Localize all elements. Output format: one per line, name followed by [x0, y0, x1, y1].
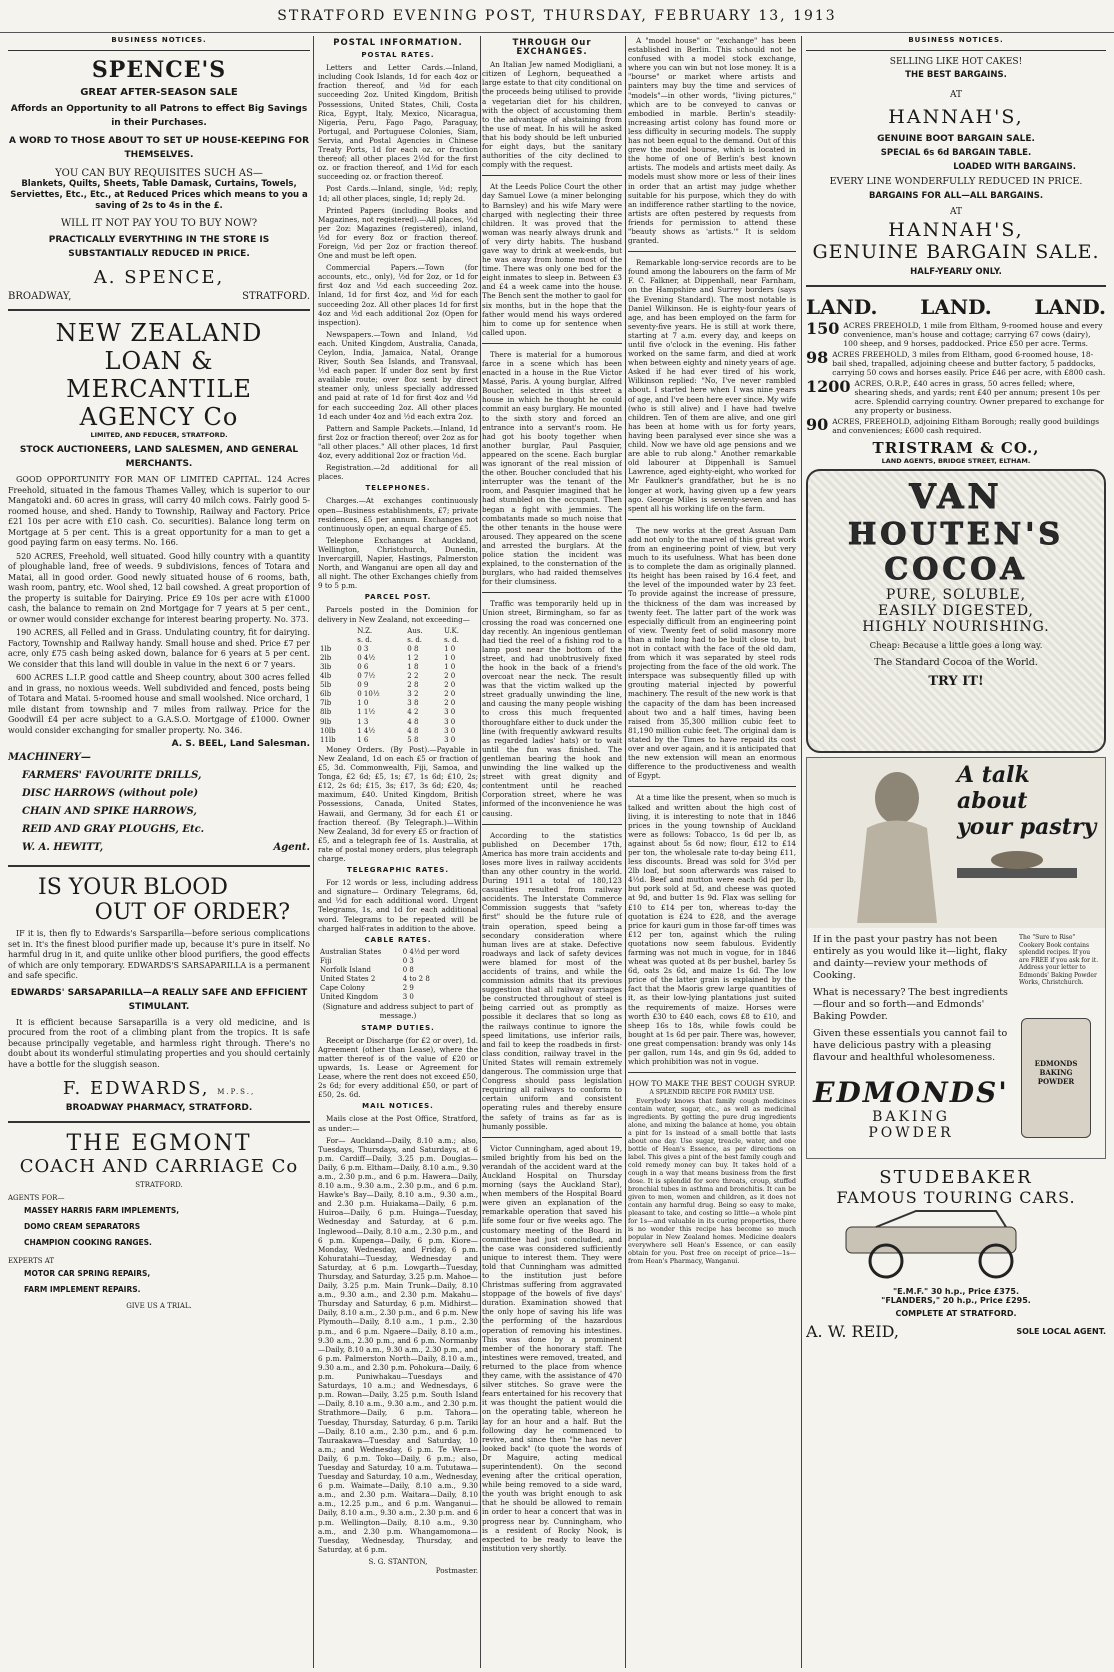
cough-recipe: Everybody knows that family cough medicines contain water, sugar, etc., as well as medicinal ingredients. By getting the pure drug ingredients alone, and mixing the balance at home, you obtain a pint for 1s instead of a small bottle that lasts about one day. Use sugar, treacle, water, and one bottle of Hean's Essence, as per directions on label. This gives a pint of the best family cough and cold remedy money can buy. It takes hold of a cough in a way that means business from the first dose. It is splendid for sore throats, croup, stuffed bronchial tubes in asthma and bronchitis. It can be given to men, women and children, as it does not contain any harmful drug. Being so easy to make, pleasant to take, and costing so little—a whole pint for 1s—and valuable in its curing properties, there is no wonder this recipe has become so much popular in New Zealand homes. Medicine dealers everywhere sell Hean's Essence, or can easily obtain for you. Post free on receipt of price—1s—from Hean's Pharmacy, Wanganui. — [628, 1097, 796, 1266]
ad-line: WILL IT NOT PAY YOU TO BUY NOW? — [60, 218, 258, 229]
cook-head-icon — [875, 772, 919, 824]
column-rule — [480, 36, 481, 1668]
ad-subtitle: LIMITED, AND FEDUCER, STRATFORD. — [90, 431, 228, 439]
ad-title: STUDEBAKER — [879, 1167, 1033, 1188]
table-cell: 0 3 — [402, 956, 414, 965]
table-cell: 3lb — [320, 663, 332, 671]
phone-paragraph: Charges.—At exchanges continuously open—Business establishments, £7; private residences, £5 per annum. Exchanges not continuously open, an equal charge of £5. — [318, 496, 478, 533]
divider — [806, 50, 1106, 51]
section-header: BUSINESS NOTICES. — [111, 36, 207, 44]
ad-line: A WORD TO THOSE ABOUT TO SET UP HOUSE-KEEPING FOR THEMSELVES. — [9, 136, 309, 160]
land-word: LAND. — [920, 295, 992, 319]
ad-line: YOU CAN BUY REQUISITES SUCH AS— — [55, 168, 263, 179]
news-item: At the Leeds Police Court the other day Samuel Lowe (a miner belonging to Barnsley) and his wife Mary were charged with neglecting their three children. It was proved that the woman was nearly always drunk and of very dirty habits. The husband gave way to drink at week-ends, but he was away from home most of the time. There was only one bed for the eight inmates to sleep in. Between £3 and £4 a week came into the house. The Bench sent the mother to gaol for six months, but in the hope that the father would mend his ways ordered him to come up for sentence when called upon. — [482, 182, 622, 337]
ad-line: AT — [949, 207, 962, 217]
land-listing — [806, 350, 1106, 377]
baking-powder-tin — [1021, 1018, 1091, 1138]
table-row — [318, 672, 478, 681]
masthead: STRATFORD EVENING POST, THURSDAY, FEBRUARY 13, 1913 — [0, 0, 1114, 33]
ad-line: THE BEST BARGAINS. — [905, 70, 1007, 80]
cocoa-tagline: HIGHLY NOURISHING. — [862, 619, 1050, 635]
ad-line: GENUINE BARGAIN SALE. — [812, 241, 1100, 263]
listing-text: ACRES, FREEHOLD, adjoining Eltham Borough; really good buildings and conveniences; £600 cash required. — [832, 417, 1100, 435]
table-cell: 4 2 — [407, 708, 419, 717]
news-item: According to the statistics published on December 17th, America has more train accidents and loses more lives in railway accidents than any other country in the world. During 1911 a total of 180,123 casualties resulted from railway accidents. The Interstate Commerce Commission suggests that "safety first" should be the future rule of train operation, speed being a secondary consideration where human lives are at stake. Defective roadways and lack of safety devices were blamed for most of the accidents of trains, and while the commission admits that its previous suggestion that all railway carriages be constructed throughout of steel is being carried out as promptly as possible it declares that so long as the railways continue to ignore the speed limitations, use inferior rails, and fail to keep the roadbeds in first-class condition, railway travel in the United States will remain extremely dangerous. The commission urge that Congress should pass legislation requiring all railways to conform to certain uniform and consistent operating rules and thereby ensure the safety of trains as far as is humanly possible. — [482, 830, 622, 1131]
mail-list: For— Auckland—Daily, 8.10 a.m.; also, Tuesdays, Thursdays, and Saturdays, at 6 p.m. Cardiff—Daily, 3.25 p.m. Douglas—Daily, 6 p.m. Eltham—Daily, 8.10 a.m., 9.30 a.m., 2.30 p.m., and 6 p.m. Hawera—Daily, 8.10 a.m., 9.30 a.m., 2.30 p.m., and 6 p.m. Hawke's Bay—Daily, 8.10 a.m., 9.30 a.m., and 2.30 p.m. Huiakama—Daily, 6 p.m. Huiroa—Daily, 6 p.m. Huinga—Tuesday, Wednesday and Saturday, at 6 p.m. Inglewood—Daily, 8.10 a.m., 2.30 p.m., and 6 p.m. Kupenga—Daily, 6 p.m. Kiore—Monday, Wednesday, and Friday, 6 p.m. Kohuratahi—Tuesday, Wednesday and Saturday, at 6 p.m. Lowgarth—Tuesday, Thursday, and Saturday, 3.25 p.m. Mahoe—Daily, 3.25 p.m. Main Trunk—Daily, 8.10 a.m., 9.30 a.m., and 2.30 p.m. Makahu—Thursday and Saturday, 6 p.m. Midhirst—Daily, 8.10 a.m., 2.30 p.m., and 6 p.m. New Plymouth—Daily, 8.10 a.m., 1 p.m., 2.30 p.m., and 6 p.m. Ngaere—Daily, 8.10 a.m., 9.30 a.m., 2.30 p.m., and 6 p.m. Normanby—Daily, 8.10 a.m., 9.30 a.m., 2.30 p.m., and 6 p.m. Palmerston North—Daily, 8.10 a.m., 9.30 a.m., and 2.30 p.m. Pohokura—Daily, 6 p.m. Puniwhakau—Tuesdays and Saturdays, 10 a.m.; and Wednesdays, 6 p.m. Rowan—Daily, 3.25 p.m. South Island—Daily, 8.10 a.m., 9.30 a.m., and 2.30 p.m. Strathmore—Daily, 6 p.m. Tahora—Tuesday, Thursday, Saturday, 6 p.m. Tariki—Daily, 8.10 a.m., 2.30 p.m., and 6 p.m. Tauraakawa—Tuesday and Saturday, 10 a.m.; and Wednesday, 6 p.m. Te Wera—Daily, 6 p.m. Toko—Daily, 6 p.m.; also, Tuesday and Saturday, 10 a.m. Tututawa—Tuesday and Saturday, 10 a.m., Wednesday, 6 p.m. Waimate—Daily, 8.10 a.m., 9.30 a.m., and 2.30 p.m. Waitara—Daily, 8.10 a.m., 12.25 p.m., and 6 p.m. Wanganui—Daily, 8.10 a.m., 9.30 a.m., 2.30 p.m. and 6 p.m. Wellington—Daily, 8.10 a.m., 9.30 a.m., and 2.30 p.m. Whangamomona—Tuesday, Wednesday, Thursday, and Saturday, at 6 p.m. — [318, 1135, 478, 1554]
agent-title: Agent. — [273, 842, 310, 853]
table-header-row — [318, 627, 478, 636]
column-4 — [628, 36, 796, 1668]
ad-title: IS YOUR BLOOD — [38, 875, 228, 900]
edmonds-paragraph: If in the past your pastry has not been entirely as you would like it—light, flaky and dainty—review your methods of Cooking. — [813, 934, 1008, 981]
machinery-item: FARMERS' FAVOURITE DRILLS, — [22, 770, 202, 781]
ad-line: PRACTICALLY EVERYTHING IN THE STORE IS SUBSTANTIALLY REDUCED IN PRICE. — [48, 235, 270, 259]
pastry-icon — [991, 851, 1043, 869]
table-cell: 0 3 — [357, 644, 369, 653]
table-cell: 9lb — [320, 717, 332, 726]
cocoa-brand: VAN — [909, 477, 1003, 517]
edmonds-body — [813, 934, 1013, 1064]
expertise-item: MOTOR CAR SPRING REPAIRS, — [24, 1269, 151, 1278]
listing-text: ACRES FREEHOLD, 1 mile from Eltham, 9-roomed house and every convenience, man's house and cottage; carrying 67 cows (dairy), 100 sheep, and 9 horses, paddocked. Price £50 per acre. Terms. — [843, 321, 1103, 348]
table-cell: 4 8 — [407, 726, 419, 735]
listing-acres: 1200 — [806, 377, 851, 396]
cocoa-brand: HOUTEN'S — [847, 517, 1065, 552]
ad-place: STRATFORD. — [135, 1181, 183, 1189]
table-cell: 8lb — [320, 708, 332, 717]
table-cell: s. d. — [357, 635, 372, 644]
table-row — [318, 993, 478, 1002]
table-cell: 3 8 — [407, 699, 419, 708]
table-cell: Fiji — [320, 956, 332, 965]
column-rule — [313, 36, 314, 1668]
table-cell: 4 to 2 8 — [402, 975, 430, 984]
table-cell: 2 0 — [444, 699, 456, 708]
car-hood-icon — [876, 1211, 1006, 1227]
table-cell: 3 2 — [407, 690, 419, 699]
cough-title: HOW TO MAKE THE BEST COUGH SYRUP. — [628, 1079, 796, 1089]
ad-body: IF it is, then fly to Edwards's Sarsparilla—before serious complications set in. It's the finest blood purifier made up, because it's pure in itself. No harmful drug in it, and quite unlike other blood purifiers, the good effects of which are only temporary. EDWARDS'S SARSAPARILLA is a permanent and safe specific. — [8, 929, 310, 980]
table-cell: U.K. — [444, 626, 459, 635]
blood-ad — [8, 875, 310, 1113]
divider — [8, 50, 310, 51]
cocoa-line: Cheap: Because a little goes a long way. — [869, 641, 1043, 651]
cocoa-brand: COCOA — [884, 552, 1028, 587]
column-rule — [801, 36, 802, 1668]
table-cell: 4lb — [320, 672, 332, 681]
table-cell — [318, 627, 355, 636]
table-cell: 3 0 — [444, 735, 456, 744]
pharmacist-name: F. EDWARDS, — [62, 1078, 210, 1099]
table-cell: 1lb — [320, 644, 332, 653]
money-orders: Money Orders. (By Post).—Payable in New Zealand, 1d on each £5 or fraction of £5, 3d. Commonwealth, Fiji, Samoa, and Tonga, £2 6d; £5, 1s; £7, 1s 6d; £10, 2s; £12, 2s 6d; £15, 3s; £17, 3s 6d; £20, 4s; maximum, £40. United Kingdom, British Possessions, Canada, United States, Hawaii, and Germany, 3d for each £1 or fraction thereof. (By Telegraph.)—Within New Zealand, 3d for every £5 or fraction of £5, and a telegraph fee of 1s. Australia, at rate of postal money orders, plus telegraph charge. — [318, 744, 478, 863]
pharmacy-name: BROADWAY PHARMACY, STRATFORD. — [65, 1103, 253, 1113]
divider — [806, 285, 1106, 287]
tin-label: EDMONDS BAKING POWDER — [1034, 1059, 1078, 1086]
rate-paragraph: Pattern and Sample Packets.—Inland, 1d first 2oz or fraction thereof; over 2oz as for "all other places." All other places, 1d first 4oz, every additional 2oz or fraction ½d. — [318, 423, 478, 461]
news-item: Traffic was temporarily held up in Union street, Birmingham, so far as crossing the road was concerned one day recently. An ingenious gentleman had tied the reel of a fishing rod to a lamp post near the bottom of the street, and had unobtrusively fixed the hook in the back of a friend's overcoat near the neck. The result was that the victim walked up the street gradually unwinding the line, and causing the many people wishing to cross this much frequented thoroughfare either to duck under the line (with frequently awkward results as regarded ladies' hats) or to wait until the fun was finished. The gentleman bearing the hook and unwinding the line walked up the street with great dignity and contentment until he reached Corporation street, where he was informed of the inconvenience he was causing. — [482, 599, 622, 818]
table-row — [318, 708, 478, 717]
ad-line: Affords an Opportunity to all Patrons to effect Big Savings in their Purchases. — [10, 104, 308, 128]
divider — [628, 251, 796, 252]
spence-ad — [8, 57, 310, 301]
divider — [482, 824, 622, 825]
ad-subtitle: GREAT AFTER-SEASON SALE — [80, 87, 238, 98]
section-subtitle: POSTAL RATES. — [361, 51, 435, 60]
agents-heading: AGENTS FOR— — [8, 1194, 65, 1202]
ad-title: THE EGMONT — [66, 1131, 252, 1156]
firm-name: TRISTRAM & CO., — [872, 439, 1040, 457]
ad-title: LOAN & MERCANTILE — [66, 347, 252, 403]
table-cell: 6lb — [320, 690, 332, 699]
table-row — [318, 966, 478, 975]
cable-table — [318, 948, 478, 1003]
table-cell: 1 0 — [444, 653, 456, 662]
table-cell: 2 2 — [407, 672, 419, 681]
table-cell: 1 2 — [407, 653, 419, 662]
section-subtitle: CABLE RATES. — [364, 935, 432, 944]
ad-subtitle: STOCK AUCTIONEERS, LAND SALESMEN, AND GENERAL MERCHANTS. — [19, 445, 299, 469]
car-illustration — [806, 1207, 1102, 1283]
land-listing — [806, 321, 1106, 348]
table-row — [318, 645, 478, 654]
table-cell: 0 8 — [402, 966, 414, 974]
table-cell: s. d. — [444, 635, 459, 644]
ad-body: It is efficient because Sarsaparilla is a very old medicine, and is procured from the root of a climbing plant from the tropics. It is safe because principally vegetable, and harmless right through. There's no doubt about its wonderful stimulating properties and you should certainly have a bottle for the sluggish season. — [8, 1017, 310, 1069]
listing-acres: 150 — [806, 319, 840, 338]
column-1 — [8, 36, 310, 1668]
ad-address — [8, 292, 310, 301]
firm-address: LAND AGENTS, BRIDGE STREET, ELTHAM. — [881, 457, 1031, 465]
agent-signature — [8, 839, 310, 857]
ad-title: NEW ZEALAND — [55, 319, 263, 347]
news-item: At a time like the present, when so much is talked and written about the high cost of living, it is interesting to note that in 1846 prices in the young township of Auckland were as follows: Tobacco, 1s 6d per lb, as against about 5s 6d now; flour, £12 to £14 per ton, the wholesale rate to-day being £11, less discounts. Bread was sold for 3½d per 2lb loaf, but soon afterwards was raised to 4½d. Beef and mutton were each 6d per lb, but pork sold at 5d, and cheese was quoted at 9d, and butter 1s 9d. Flax was selling for £10 to £14 per ton, whereas to-day the quotation is £24 to £28, and the average price for kauri gum in those far-off times was £12 per ton, against which the ruling quotations now seem fabulous. Evidently farming was not much in vogue, for in 1846 wheat was quoted at 8s per bushel, barley 5s 6d, oats 2s 6d, and maize 1s 6d. The low price of the latter grain is explained by the fact that the Maoris grew large quantities of it, as their low-lying plantations just suited the requirements of maize. Horses were worth £30 to £40 each, cows £8 to £10, and sheep 16s to 18s, while fowls could be bought at 1s 6d per pair. There was, however, one great compensation: brandy was only 14s per gallon, rum 14s, and gin 9s 6d, added to which prohibition was not in vogue. — [628, 793, 796, 1067]
ad-line: BARGAINS FOR ALL—ALL BARGAINS. — [868, 191, 1044, 201]
divider — [628, 786, 796, 787]
table-cell — [318, 636, 355, 645]
divider — [482, 592, 622, 593]
table-cell: 2 0 — [444, 672, 456, 681]
table-cell: 0 7½ — [357, 672, 376, 681]
rate-paragraph: Registration.—2d additional for all places. — [318, 463, 478, 482]
divider — [482, 1137, 622, 1138]
table-row — [318, 736, 478, 745]
ad-name — [8, 1078, 310, 1099]
brand-line: POWDER — [868, 1125, 954, 1141]
postmaster-name: S. G. STANTON, — [368, 1556, 428, 1566]
edmonds-paragraph: What is necessary? The best ingredients—flour and so forth—and Edmonds' Baking Powder. — [813, 987, 1008, 1022]
table-cell: Aus. — [407, 626, 423, 635]
availability-line: COMPLETE AT STRATFORD. — [895, 1309, 1017, 1318]
car-body-icon — [846, 1227, 1016, 1253]
land-listing — [806, 379, 1106, 415]
table-cell: 0 6 — [357, 663, 369, 671]
mail-intro: Mails close at the Post Office, Stratford, as under:— — [318, 1114, 478, 1133]
table-cell: 1 0 — [444, 663, 456, 671]
table-row — [318, 699, 478, 708]
parcel-table — [318, 627, 478, 745]
land-word: LAND. — [1034, 295, 1106, 319]
listing-acres: 98 — [806, 348, 829, 367]
table-row — [318, 663, 478, 672]
pharmacist-credentials: M.P.S., — [217, 1088, 256, 1096]
agent-line: A. S. BEEL, Land Salesman. — [171, 739, 310, 749]
table-cell: 2 8 — [407, 681, 419, 690]
cocoa-line: TRY IT! — [928, 674, 984, 689]
table-cell: 2lb — [320, 653, 332, 662]
table-cell: United Kingdom — [320, 993, 379, 1002]
rate-paragraph: Printed Papers (including Books and Magazines, not registered).—All places, ½d per 2oz: Magazines (registered), inland, ½d for every 8oz or fraction thereof. Foreign, ½d per 2oz or fraction thereof. One and must be left open. — [318, 205, 478, 261]
table-cell: 2 9 — [402, 984, 414, 993]
ad-line: Blankets, Quilts, Sheets, Table Damask, Curtains, Towels, Serviettes, Etc., Etc., at Reduced Prices which means to you a saving of 2s to 4s in the £. — [10, 179, 308, 211]
table-cell: 1 6 — [357, 735, 369, 744]
heading-line: A talk about — [957, 762, 1030, 814]
section-subtitle: TELEPHONES. — [365, 484, 431, 493]
model-price: "FLANDERS," 20 h.p., Price £295. — [881, 1296, 1031, 1305]
ad-line: GENUINE BOOT BARGAIN SALE. — [877, 134, 1035, 144]
cocoa-tagline: PURE, SOLUBLE, — [885, 587, 1027, 603]
divider — [8, 865, 310, 867]
divider — [628, 1072, 796, 1073]
table-cell: 1 0 — [444, 644, 456, 653]
table-cell: United States 2 — [320, 975, 376, 984]
machinery-item: CHAIN AND SPIKE HARROWS, — [22, 806, 197, 817]
table-cell: 3 0 — [402, 993, 414, 1002]
model-price: "E.M.F." 30 h.p., Price £375. — [892, 1287, 1019, 1296]
ad-subtitle: EDWARDS' SARSAPARILLA—A REALLY SAFE AND EFFICIENT STIMULANT. — [10, 987, 308, 1012]
section-title: POSTAL INFORMATION. — [333, 38, 463, 48]
column-rule — [625, 36, 626, 1668]
ad-line: EVERY LINE WONDERFULLY REDUCED IN PRICE. — [829, 176, 1083, 187]
ad-line: HALF-YEARLY ONLY. — [910, 267, 1002, 277]
divider — [482, 175, 622, 176]
agency-item: CHAMPION COOKING RANGES. — [24, 1238, 152, 1247]
table-row — [318, 948, 478, 957]
edmonds-brand-block — [813, 1076, 1009, 1141]
table-cell: Norfolk Island — [320, 966, 371, 974]
rate-paragraph: Post Cards.—Inland, single, ½d; reply, 1d; all other places, single, 1d; reply 2d. — [318, 184, 478, 203]
ad-title: FAMOUS TOURING CARS. — [836, 1188, 1076, 1207]
cocoa-line: The Standard Cocoa of the World. — [874, 657, 1038, 668]
listing-acres: 90 — [806, 415, 829, 434]
ad-title: OUT OF ORDER? — [94, 900, 290, 925]
agent-name: W. A. HEWITT, — [22, 842, 104, 853]
ad-line: SELLING LIKE HOT CAKES! — [889, 57, 1023, 67]
table-cell: 3 0 — [444, 726, 456, 735]
table-cell: 0 4½ — [357, 653, 376, 662]
hannah-ad — [806, 57, 1106, 277]
news-item: Remarkable long-service records are to be found among the labourers on the farm of Mr F. C. Falkner, at Dippenhall, near Farnham, on the Hampshire and Surrey borders (says the Evening Standard). The most notable is Daniel Wilkinson. He is eighty-four years of age, and has been employed on the farm for seventy-five years. He is still at work there, starting at 7 a.m. every day, and keeps on until five o'clock in the evening. His father worked on the same farm, and died at work when between eighty and ninety years of age. Asked if he had ever tired of his work, Wilkinson replied: "No, I've never rambled about. I started here when I was nine years of age, and I've been here ever since. My wife (who is still alive) and I have had twelve children. Ten of them are alive, and one girl has been at home with us for forty years, having been paralysed ever since she was a child. Now we have old age pensions and we are able to rub along." Another remarkable old labourer at Dippenhall is Samuel Lawrence, aged eighty-eight, who worked for Mr Faulkner's grandfather, but he is no longer at work, having given up a few years ago. George Miles is seventy-seven and has spent all his working life on the farm. — [628, 258, 796, 513]
address-right: STRATFORD. — [242, 291, 310, 302]
cough-subtitle: A SPLENDID RECIPE FOR FAMILY USE. — [649, 1089, 775, 1097]
table-row — [318, 727, 478, 736]
table-row — [318, 984, 478, 993]
table-cell: 2 0 — [444, 690, 456, 699]
divider — [8, 1121, 310, 1123]
divider — [628, 519, 796, 520]
section-subtitle: MAIL NOTICES. — [362, 1102, 434, 1111]
table-cell: 0 10½ — [357, 690, 380, 699]
edmonds-ad — [806, 757, 1106, 1159]
table-row — [318, 718, 478, 727]
table-cell: 5lb — [320, 681, 332, 690]
cable-note: (Signature and address subject to part of message.) — [322, 1002, 474, 1021]
expertise-item: FARM IMPLEMENT REPAIRS. — [24, 1285, 141, 1294]
telegraph-rates: For 12 words or less, including address and signature— Ordinary Telegrams, 6d, and ½d for each additional word. Urgent Telegrams, 1s, and 1d for each additional word. Telegrams to be repeated will be charged half-rates in addition to the above. — [318, 878, 478, 933]
section-subtitle: STAMP DUTIES. — [361, 1023, 435, 1032]
table-cell: 3 0 — [444, 708, 456, 717]
stamp-duties: Receipt or Discharge (for £2 or over), 1d. Agreement (other than Lease), where the matter thereof is of the value of £20 or upwards, 1s. Lease or Agreement for Lease, where the rent does not exceed £50, 2s 6d; for every additional £50, or part of £50, 2s. 6d. — [318, 1035, 478, 1100]
edmonds-heading — [957, 762, 1106, 840]
ad-line: AT — [949, 90, 962, 100]
divider — [482, 343, 622, 344]
listing-text: ACRES, O.R.P., £40 acres in grass, 50 acres felled; where, shearing sheds, and yards; rent £40 per annum; present 10s per acre. Splendid carrying country. Owner prepared to exchange for any property or business. — [854, 379, 1104, 415]
rate-paragraph: Letters and Letter Cards.—Inland, including Cook Islands, 1d for each 4oz or fraction thereof, and ½d for each succeeding 2oz. United Kingdom, British Possessions, United States, Chili, Costa Rica, Egypt, Italy, Mexico, Nicaragua, Nigeria, Peru, Fago Pago, Paraguay, Portugal, and Portuguese Colonies, Siam, Servia, and Postal Agencies in Chinese Treaty Ports, 1d for each oz. or fraction thereof; all other places 2½d for the first oz. or fraction thereof, and 1½d for each succeeding oz. or fraction thereof. — [318, 63, 478, 182]
brand-name: EDMONDS' — [813, 1076, 1009, 1109]
cook-figure-icon — [857, 821, 937, 924]
studebaker-ad — [806, 1167, 1106, 1342]
table-cell: Cape Colony — [320, 984, 365, 993]
machinery-heading: MACHINERY— — [8, 752, 91, 763]
ad-title: AGENCY Co — [79, 403, 239, 431]
table-cell: 2 0 — [444, 681, 456, 690]
table-cell: N.Z. — [357, 626, 373, 635]
trial-line: GIVE US A TRIAL. — [126, 1302, 192, 1310]
ad-name: A. SPENCE, — [93, 267, 225, 288]
table-cell: 1 3 — [357, 717, 369, 726]
rate-paragraph: Commercial Papers.—Town (for accounts, etc., only), ½d for 2oz, or 1d for first 4oz and ½d each succeeding 2oz. Inland, 1d for first 4oz, and ½d for each succeeding 2oz. All other places 1d for first 4oz and ½d each additional 2oz (Open for inspection). — [318, 263, 478, 327]
news-item: Victor Cunningham, aged about 19, smiled brightly from his bed on the verandah of the accident ward at the Auckland Hospital on Thursday morning (says the Auckland Star), when members of the Hospital Board were given an explanation of the remarkable operation that saved his life some four or five weeks ago. The customary meeting of the Board in committee had just concluded, and the case was considered sufficiently unique to interest them. They were told that Cunningham was admitted to the institution just before Christmas suffering from aggravated stoppage of the bowels of five days' duration. Examination showed that the only hope of saving his life was the performing of the hazardous operation of removing his intestines. This was done by a prominent member of the honorary staff. The intestines were removed, treated, and returned to the place from whence they came, with the assistance of 470 silver stitches. So grave were the fears entertained for his recovery that it was thought the patient would die on the operating table, whereon he lay for an hour and a half. But the following day he commenced to revive, and since then "he has never looked back" (to quote the words of Dr Maguire, acting medical superintendent). On the second evening after the critical operation, while being removed to a side ward, the youth was bright enough to ask that he should be allowed to remain in order to hear a concert that was in progress near by. Cunningham, who is a resident of Rocky Nook, is expected to be ready to leave the institution very shortly. — [482, 1143, 622, 1553]
news-item: An Italian Jew named Modigliani, a citizen of Leghorn, bequeathed a large estate to that city conditional on the proceeds being utilised to provide a vegetarian diet for his children, with the object of accustoming them to the advantage of abstaining from the use of meat. In his will he asked that his body should be left unburied for eight days, but the sanitary authorities of the city declined to comply with the request. — [482, 60, 622, 170]
table-cell: 0 9 — [357, 681, 369, 690]
parcel-intro: Parcels posted in the Dominion for delivery in New Zealand, not exceeding— — [318, 605, 478, 624]
nz-loan-ad — [8, 319, 310, 857]
experts-heading: EXPERTS AT — [8, 1257, 55, 1265]
table-cell: 1 8 — [407, 663, 419, 671]
table-cell: 11lb — [320, 735, 336, 744]
listing: GOOD OPPORTUNITY FOR MAN OF LIMITED CAPITAL. 124 Acres Freehold, situated in the famous Thames Valley, which is superior to our Mangatoki and. 60 acres in grass, will carry 40 milch cows. Fairly good 5-roomed house, and shed. Handy to Township, Railway and Factory. Price £21 10s per acre with £10 cash. Co. securities). Balance long term on Mortgage at 5 per cent. This is a great opportunity for a man to get a good paying farm on easy terms. No. 166. — [8, 475, 310, 547]
cookbook-offer: The "Sure to Rise" Cookery Book contains splendid recipes. If you are FREE if you ask for it. Address your letter to Edmonds' Baking Powder Works, Christchurch. — [1019, 934, 1099, 986]
table-cell: s. d. — [407, 635, 423, 644]
news-item: The new works at the great Assuan Dam add not only to the marvel of this great work from an engineering point of view, but very much to its usefulness. What has been done is to complete the dam as originally planned. Its height has been raised by 16.4 feet, and the level of the impounded water by 23 feet. To provide against the increase of pressure, the thickness of the dam was increased by twenty feet. The latter part of the work was especially difficult from an engineering point of view. Twenty feet of solid masonry more than a mile long had to be built close to, but not in contact with the face of the old dam, from which it was separated by steel rods projecting from the face of the old work. The interspace was subsequently filled up with grouting material injected by powerful machinery. The result of the new work is that the capacity of the dam has been increased about two and a half times, having been raised from 35,300 million cubic feet to 81,190 million cubic feet. The original dam is stated by the Times to have repaid its cost over and over again, and it is anticipated that the new extension will mean an enormous difference to the productiveness and wealth of Egypt. — [628, 525, 796, 781]
table-row — [318, 957, 478, 966]
column-3 — [482, 36, 622, 1668]
section-subtitle: TELEGRAPHIC RATES. — [346, 866, 450, 875]
machinery-item: REID AND GRAY PLOUGHS, Etc. — [22, 824, 205, 835]
table-header-row — [318, 636, 478, 645]
table-row — [318, 681, 478, 690]
edmonds-paragraph: Given these essentials you cannot fail to have delicious pastry with a pleasing flavour and healthful wholesomeness. — [813, 1028, 1008, 1063]
phone-paragraph: Telephone Exchanges at Auckland, Wellington, Christchurch, Dunedin, Invercargill, Napier, Hastings, Palmerston North, and Wanganui are open all day and all night. The other Exchanges chiefly from 9 to 5 p.m. — [318, 535, 478, 591]
land-ad — [806, 295, 1106, 465]
table-cell: 1 4½ — [357, 726, 376, 735]
land-listing — [806, 417, 1106, 435]
listing: 600 ACRES L.I.P. good cattle and Sheep country, about 300 acres felled and in grass, no noxious weeds. Well subdivided and fenced, posts being of Totara and Matai. 5-roomed house and small woolshed. Nice orchard, 1 mile distant from township and 7 miles from railway. Price for the Goodwill £4 per acre subject to a G.A.S.O. Mortgage of £1000. Owner would consider exchanging for smaller property. No. 346. — [8, 673, 310, 735]
van-houten-ad — [806, 469, 1106, 753]
postmaster-title: Postmaster. — [435, 1566, 478, 1575]
table-icon — [957, 868, 1077, 878]
dealer-line — [806, 1322, 1106, 1342]
table-cell: 0 8 — [407, 644, 419, 653]
table-cell: 4 8 — [407, 717, 419, 726]
listing: 520 ACRES, Freehold, well situated. Good hilly country with a quantity of ploughable land, free of weeds. 9 subdivisions, fences of Totara and Matai, all in good order. Good newly situated house of 6 rooms, bath, wash room, pantry, etc. Wool shed, 12 bail cowshed. A great proportion of the property is suitable for Dairying. Price £9 10s per acre with £1000 cash, the balance to remain on 2nd Mortgage for 7 years at 5 per cent., or owner would consider exchange for interest bearing property. No. 373. — [8, 551, 310, 624]
agency-item: MASSEY HARRIS FARM IMPLEMENTS, — [24, 1206, 180, 1215]
listing-text: ACRES FREEHOLD, 3 miles from Eltham, good 6-roomed house, 18-bail shed, trapalled, adjoining cheese and butter factory, 5 paddocks, carrying 50 cows and horses easily. Price £46 per acre, with £800 cash. — [832, 350, 1106, 377]
ad-line: SPECIAL 6s 6d BARGAIN TABLE. — [880, 148, 1032, 158]
news-item: A "model house" or "exchange" has been established in Berlin. This schould not be confused with a model stock exchange, where you can win but not lose money. It is a "bourse" or market where artists and painters may buy the time and services of "models"—in other words, "living pictures," which are to be conveyed to canvas or embodied in marble. Berlin's steadily-increasing artist colony has found more or less difficulty in securing models. The supply has not been equal to the demand. Out of this grew the model bourse, which is located in the home of one of Berlin's best known artists. The models and artists meet daily. As models must show more or less of their lines in order that an artist may judge whether suitable for his purpose, which they do with an indifference rather startling to the novice, artists are often pestered by requests from friends for permission to attend these "beauty shows as 'artists.'" It is seldom granted. — [628, 36, 796, 246]
heading-line: your pastry — [957, 814, 1097, 840]
table-row — [318, 975, 478, 984]
ad-name: HANNAH'S, — [888, 106, 1024, 128]
table-row — [318, 654, 478, 663]
column-2 — [318, 36, 478, 1668]
table-row — [318, 690, 478, 699]
table-cell: 7lb — [320, 699, 332, 708]
listing: 190 ACRES, all Felled and in Grass. Undulating country, fit for dairying. Factory, Township and Railway handy. Small house and shed. Price £7 per acre, only £75 cash being asked down, balance for 6 years at 5 per cent. We consider that this land will double in value in the next 6 or 7 years. — [8, 628, 310, 669]
ad-title: COACH AND CARRIAGE Co — [19, 1156, 299, 1177]
table-cell: 3 0 — [444, 717, 456, 726]
section-title: THROUGH Our EXCHANGES. — [512, 38, 592, 58]
column-5 — [806, 36, 1106, 1668]
divider — [8, 309, 310, 311]
agency-item: DOMO CREAM SEPARATORS — [24, 1222, 141, 1231]
land-heading — [806, 295, 1106, 319]
table-cell: Australian States — [320, 947, 382, 956]
table-cell: 5 8 — [407, 735, 419, 744]
machinery-item: DISC HARROWS (without pole) — [22, 788, 199, 799]
ad-name: HANNAH'S, — [888, 219, 1024, 241]
address-left: BROADWAY, — [8, 291, 72, 302]
ad-title: SPENCE'S — [91, 57, 227, 83]
cocoa-tagline: EASILY DIGESTED, — [877, 603, 1035, 619]
section-subtitle: PARCEL POST. — [364, 593, 432, 602]
dealer-title: SOLE LOCAL AGENT. — [1016, 1327, 1106, 1336]
dealer-name: A. W. REID, — [806, 1322, 899, 1341]
news-item: There is material for a humorous farce in a scene which has been enacted in a house in the Rue Victor Massé, Paris. A young burglar, Alfred Boucher, selected in this street a house in which he thought he could commit an easy burglary. He mounted to the sixth story and forced an entrance into a servant's room. He had got his booty together when another burglar, Paul Pasquier, appeared on the scene. Each burglar was ignorant of the real mission of the other. Boucher concluded that his interrupter was the tenant of the room, and Pasquier imagined that he had stumbled on the occupant. Then began a fight with jemmies. The combatants made so much noise that the other tenants in the house were aroused. They appeared on the scene and arrested the burglars. At the police station the incident was explained, to the consternation of the burglars, who had raided themselves for their clumsiness. — [482, 349, 622, 587]
table-cell: 1 1½ — [357, 708, 376, 717]
land-word: LAND. — [806, 295, 878, 319]
table-cell: 0 4½d per word — [402, 947, 460, 956]
rate-paragraph: Newspapers.—Town and Inland, ½d each. United Kingdom, Australia, Canada, Ceylon, India, Jamaica, Natal, Orange River, South Sea Islands, and Transvaal, ½d each paper. If under 8oz sent by first available route; over 8oz sent by direct steamer only, unless specially addressed and paid at rate of 1d for first 4oz and ½d for each succeeding 2oz. All other places 1d each under 4oz and ½d each extra 2oz. — [318, 329, 478, 421]
table-cell: 10lb — [320, 726, 336, 735]
ad-line: LOADED WITH BARGAINS. — [953, 162, 1076, 172]
egmont-ad — [8, 1131, 310, 1311]
section-header: BUSINESS NOTICES. — [908, 36, 1004, 44]
table-cell: 1 0 — [357, 699, 369, 708]
brand-line: BAKING — [872, 1109, 950, 1125]
